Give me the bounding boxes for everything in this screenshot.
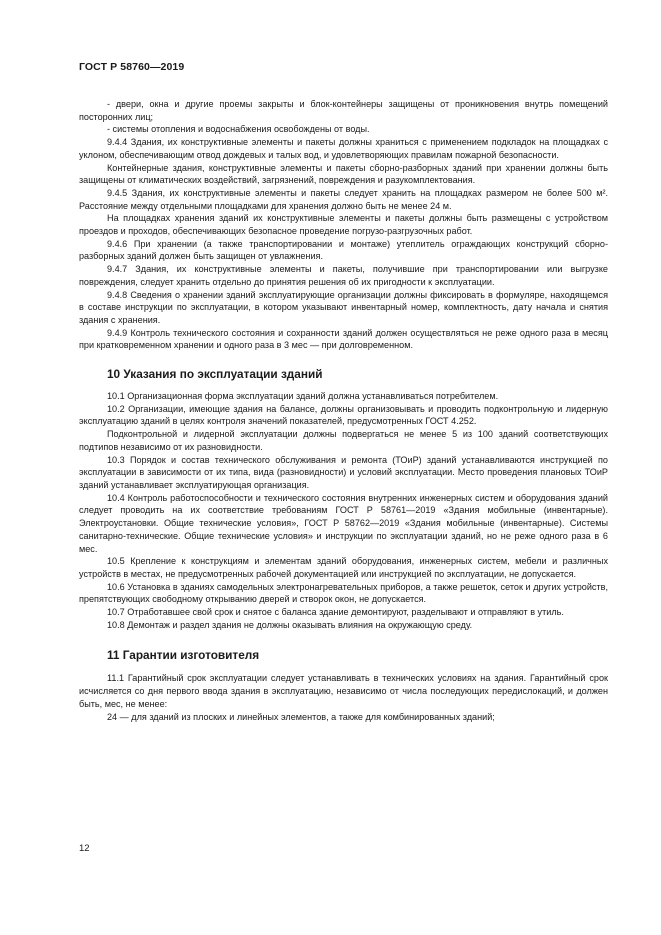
paragraph: 24 — для зданий из плоских и линейных элементов, а также для комбинированных зданий; bbox=[107, 711, 495, 722]
paragraph: 10.8 Демонтаж и раздел здания не должны оказывать влияния на окружающую среду. bbox=[107, 619, 473, 630]
document-header: ГОСТ Р 58760—2019 bbox=[79, 61, 185, 73]
paragraph: 9.4.8 Сведения о хранении зданий эксплуатирующие организации должны фиксировать в формуляре, находящемся в составе инструкции по эксплуатации, в котором указывают инвентарный номер, комплектность, дату начала и снятия здания с хранения. bbox=[79, 289, 608, 325]
paragraph: Контейнерные здания, конструктивные элементы и пакеты сборно-разборных зданий при хранении должны быть защищены от климатических воздействий, загрязнений, повреждения и разукомплектования. bbox=[79, 162, 608, 186]
paragraph: 9.4.9 Контроль технического состояния и сохранности зданий должен осуществляться не реже одного раза в месяц при кратковременном хранении и одного раза в 3 мес — при долговременном. bbox=[79, 327, 608, 351]
paragraph: На площадках хранения зданий их конструктивные элементы и пакеты должны быть размещены с устройством проездов и проходов, обеспечивающих безопасное проведение погрузо-разгрузочных работ. bbox=[79, 213, 608, 237]
page-content bbox=[79, 98, 608, 723]
paragraph: Подконтрольной и лидерной эксплуатации должны подвергаться не менее 5 из 100 зданий соответствующих подтипов независимо от их разновидности. bbox=[79, 429, 608, 452]
paragraph: 10.6 Установка в зданиях самодельных электронагревательных приборов, а также решеток, сеток и других устройств, препятствующих свободному открыванию дверей и створок окон, не допускается. bbox=[79, 581, 608, 605]
paragraph: 10.7 Отработавшее свой срок и снятое с баланса здание демонтируют, разделывают и отправляют в утиль. bbox=[107, 607, 564, 618]
paragraph: 9.4.6 При хранении (а также транспортировании и монтаже) утеплитель ограждающих конструкций сборно-разборных зданий должен быть защищен от увлажнения. bbox=[79, 238, 608, 262]
page-number: 12 bbox=[79, 843, 90, 854]
paragraph: 11.1 Гарантийный срок эксплуатации следует устанавливать в технических условиях на здания. Гарантийный срок исчисляется со дня первого ввода здания в эксплуатацию, независимо от числа последующих передислокаций, и должен быть, мес, не менее: bbox=[79, 673, 608, 709]
paragraph: 10.3 Порядок и состав технического обслуживания и ремонта (ТОиР) зданий устанавливаются инструкцией по эксплуатации в зависимости от их типа, вида (разновидности) и условий эксплуатации. Место проведения плановых ТОиР зданий устанавливает эксплуатирующая организация. bbox=[79, 454, 608, 490]
paragraph: 9.4.5 Здания, их конструктивные элементы и пакеты следует хранить на площадках размером не более 500 м². Расстояние между отдельными площадками для хранения должно быть не менее 24 м. bbox=[79, 187, 608, 211]
paragraph: 9.4.4 Здания, их конструктивные элементы и пакеты должны храниться с применением подкладок на площадках с уклоном, обеспечивающим отвод дождевых и талых вод, и удовлетворяющих правилам пожарной безопасности. bbox=[79, 137, 608, 160]
paragraph: 10.1 Организационная форма эксплуатации зданий должна устанавливаться потребителем. bbox=[107, 391, 499, 402]
paragraph: - двери, окна и другие проемы закрыты и блок-контейнеры защищены от проникновения внутрь помещений посторонних лиц; bbox=[79, 99, 608, 122]
paragraph: - системы отопления и водоснабжения освобождены от воды. bbox=[107, 124, 370, 135]
section-11-heading: 11 Гарантии изготовителя bbox=[107, 648, 260, 663]
paragraph: 10.5 Крепление к конструкциям и элементам зданий оборудования, инженерных систем, мебели и различных устройств в местах, не предусмотренных рабочей документацией или инструкцией по эксплуатации, не допускается. bbox=[79, 556, 608, 579]
paragraph: 10.4 Контроль работоспособности и технического состояния внутренних инженерных систем и оборудования зданий следует проводить на их соответствие требованиям ГОСТ Р 58761—2019 «Здания мобильные (инвентарные). Электроустановки. Общие технические условия», ГОСТ Р 58762—2019 «Здания мобильные (инвентарные). Системы санитарно-технические. Общие технические условия» и инструкции по эксплуатации зданий, но не реже одного раза в 6 мес. bbox=[79, 492, 608, 554]
section-10-heading: 10 Указания по эксплуатации зданий bbox=[107, 367, 323, 382]
paragraph: 9.4.7 Здания, их конструктивные элементы и пакеты, получившие при транспортировании или выгрузке повреждения, следует хранить отдельно до принятия решения об их пригодности к эксплуатации. bbox=[79, 264, 608, 287]
paragraph: 10.2 Организации, имеющие здания на балансе, должны организовывать и проводить подконтрольную и лидерную эксплуатацию зданий в целях контроля значений показателей, предусмотренных ГОСТ 4.252. bbox=[79, 403, 608, 427]
